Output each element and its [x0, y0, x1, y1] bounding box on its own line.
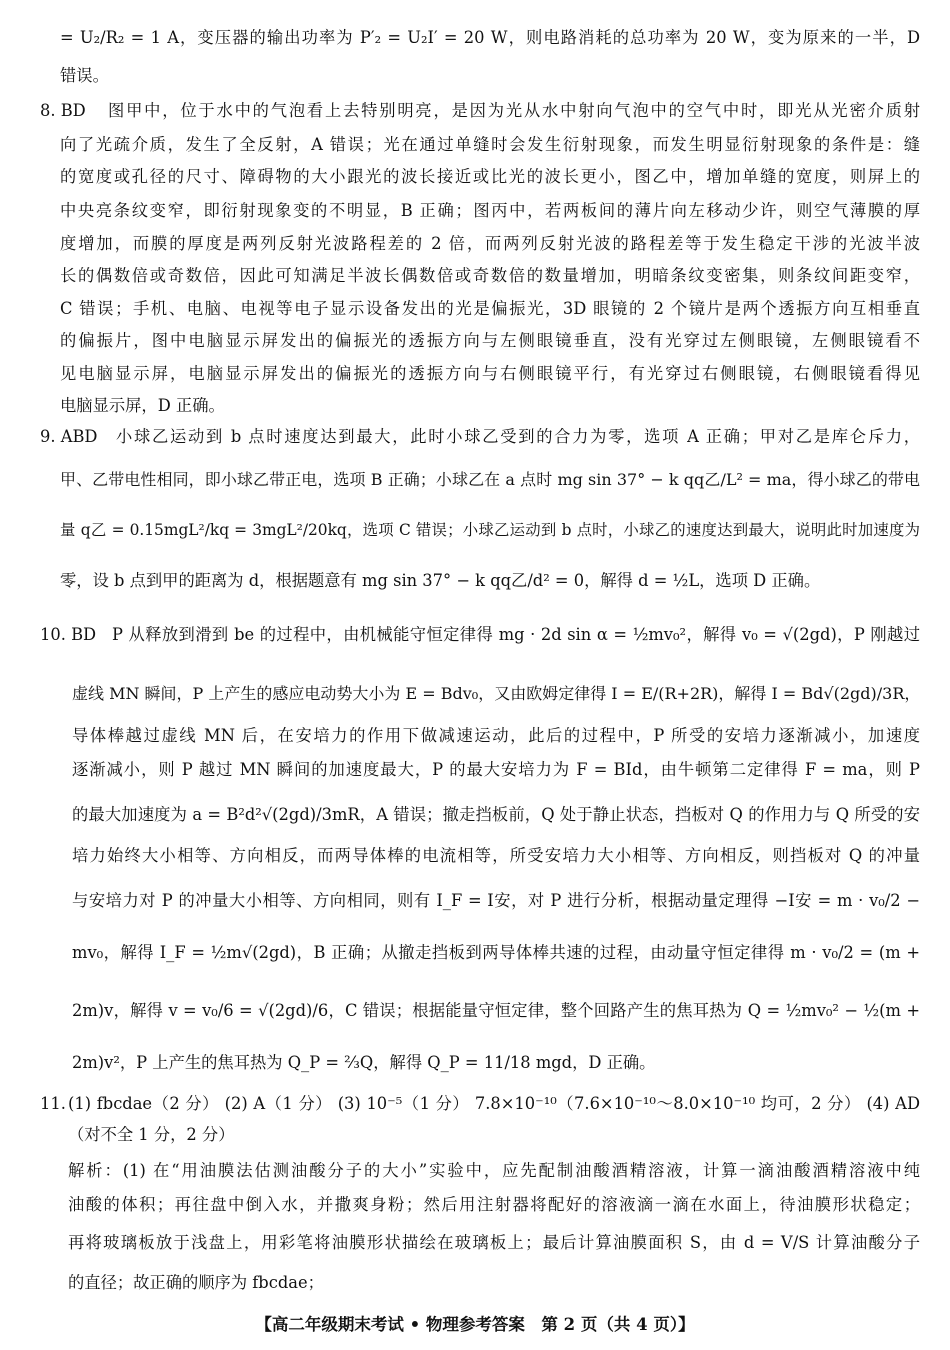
- text-line: 甲、乙带电性相同，即小球乙带正电，选项 B 正确；小球乙在 a 点时 mg sin 37° − k qq乙/L² = ma，得小球乙的带电: [60, 470, 920, 489]
- text-line: 小球乙运动到 b 点时速度达到最大，此时小球乙受到的合力为零，选项 A 正确；甲对乙是库仑斥力，: [116, 427, 920, 446]
- text-line: 图甲中，位于水中的气泡看上去特别明亮，是因为光从水中射向气泡中的空气中时，即光从光密介质射: [108, 101, 920, 120]
- text-line: 逐渐减小，则 P 越过 MN 瞬间的加速度最大，P 的最大安培力为 F = BId，由牛顿第二定律得 F = ma，则 P: [72, 760, 920, 779]
- text-line: 见电脑显示屏，电脑显示屏发出的偏振光的透振方向与右侧眼镜平行，有光穿过右侧眼镜，右侧眼镜看得见: [60, 364, 920, 383]
- text-line: 向了光疏介质，发生了全反射，A 错误；光在通过单缝时会发生衍射现象，而发生明显衍射现象的条件是：缝: [60, 135, 920, 154]
- question-number: 8. BD: [40, 101, 86, 120]
- text-line: 中央亮条纹变窄，即衍射现象变的不明显，B 正确；图丙中，若两板间的薄片向左移动少许，则空气薄膜的厚: [60, 201, 920, 220]
- text-line: mv₀，解得 I_F = ½m√(2gd)，B 正确；从撤走挡板到两导体棒共速的过程，由动量守恒定律得 m · v₀/2 = (m +: [72, 943, 920, 962]
- page-footer: 【高二年级期末考试 • 物理参考答案 第 2 页（共 4 页）】: [255, 1315, 695, 1334]
- text-line: 油酸的体积；再往盘中倒入水，并撒爽身粉；然后用注射器将配好的溶液滴一滴在水面上，待油膜形状稳定；: [68, 1195, 920, 1214]
- text-line: 培力始终大小相等、方向相反，而两导体棒的电流相等，所受安培力大小相等、方向相反，则挡板对 Q 的冲量: [72, 846, 920, 865]
- text-line: 导体棒越过虚线 MN 后，在安培力的作用下做减速运动，此后的过程中，P 所受的安培力逐渐减小，加速度: [72, 726, 920, 745]
- text-line: 的宽度或孔径的尺寸、障碍物的大小跟光的波长接近或比光的波长更小，图乙中，增加单缝的宽度，则屏上的: [60, 167, 920, 186]
- text-line: 电脑显示屏，D 正确。: [60, 396, 225, 415]
- question-number: 9. ABD: [40, 427, 98, 446]
- text-line: 错误。: [60, 66, 109, 85]
- text-line: 2m)v，解得 v = v₀/6 = √(2gd)/6，C 错误；根据能量守恒定律，整个回路产生的焦耳热为 Q = ½mv₀² − ½(m +: [72, 1001, 920, 1020]
- question-number: 10. BD: [40, 625, 97, 644]
- text-line: C 错误；手机、电脑、电视等电子显示设备发出的光是偏振光，3D 眼镜的 2 个镜片是两个透振方向互相垂直: [60, 299, 920, 318]
- text-line: = U₂/R₂ = 1 A，变压器的输出功率为 P′₂ = U₂I′ = 20 W，则电路消耗的总功率为 20 W，变为原来的一半，D: [60, 28, 920, 47]
- text-line: 长的偶数倍或奇数倍，因此可知满足半波长偶数倍或奇数倍的数量增加，明暗条纹变密集，则条纹间距变窄，: [60, 266, 920, 285]
- text-line: 度增加，而膜的厚度是两列反射光波路程差的 2 倍，而两列反射光波的路程差等于发生稳定干涉的光波半波: [60, 234, 920, 253]
- text-line: 再将玻璃板放于浅盘上，用彩笔将油膜形状描绘在玻璃板上；最后计算油膜面积 S，由 d = V/S 计算油酸分子: [68, 1233, 920, 1252]
- text-line: 的偏振片，图中电脑显示屏发出的偏振光的透振方向与左侧眼镜垂直，没有光穿过左侧眼镜，左侧眼镜看不: [60, 331, 920, 350]
- text-line: 零，设 b 点到甲的距离为 d，根据题意有 mg sin 37° − k qq乙/d² = 0，解得 d = ½L，选项 D 正确。: [60, 571, 821, 590]
- text-line: 2m)v²，P 上产生的焦耳热为 Q_P = ⅔Q，解得 Q_P = 11/18 mgd，D 正确。: [72, 1053, 656, 1072]
- text-line: 虚线 MN 瞬间，P 上产生的感应电动势大小为 E = Bdv₀，又由欧姆定律得 I = E/(R+2R)，解得 I = Bd√(2gd)/3R，: [72, 684, 921, 703]
- text-line: (1) fbcdae（2 分） (2) A（1 分） (3) 10⁻⁵（1 分） 7.8×10⁻¹⁰（7.6×10⁻¹⁰～8.0×10⁻¹⁰ 均可，2 分） (4) AD: [68, 1094, 920, 1113]
- text-line: P 从释放到滑到 be 的过程中，由机械能守恒定律得 mg · 2d sin α = ½mv₀²，解得 v₀ = √(2gd)，P 刚越过: [112, 625, 920, 644]
- text-line: （对不全 1 分，2 分）: [68, 1125, 235, 1144]
- text-line: 的最大加速度为 a = B²d²√(2gd)/3mR，A 错误；撤走挡板前，Q 处于静止状态，挡板对 Q 的作用力与 Q 所受的安: [72, 805, 920, 824]
- text-line: 的直径；故正确的顺序为 fbcdae；: [68, 1273, 324, 1292]
- text-line: 解析：(1) 在“用油膜法估测油酸分子的大小”实验中，应先配制油酸酒精溶液，计算一滴油酸酒精溶液中纯: [68, 1161, 920, 1180]
- question-number: 11.: [40, 1094, 66, 1113]
- text-line: 与安培力对 P 的冲量大小相等、方向相同，则有 I_F = I安，对 P 进行分析，根据动量定理得 −I安 = m · v₀/2 −: [72, 891, 920, 910]
- text-line: 量 q乙 = 0.15mgL²/kq = 3mgL²/20kq，选项 C 错误；小球乙运动到 b 点时，小球乙的速度达到最大，说明此时加速度为: [60, 521, 920, 539]
